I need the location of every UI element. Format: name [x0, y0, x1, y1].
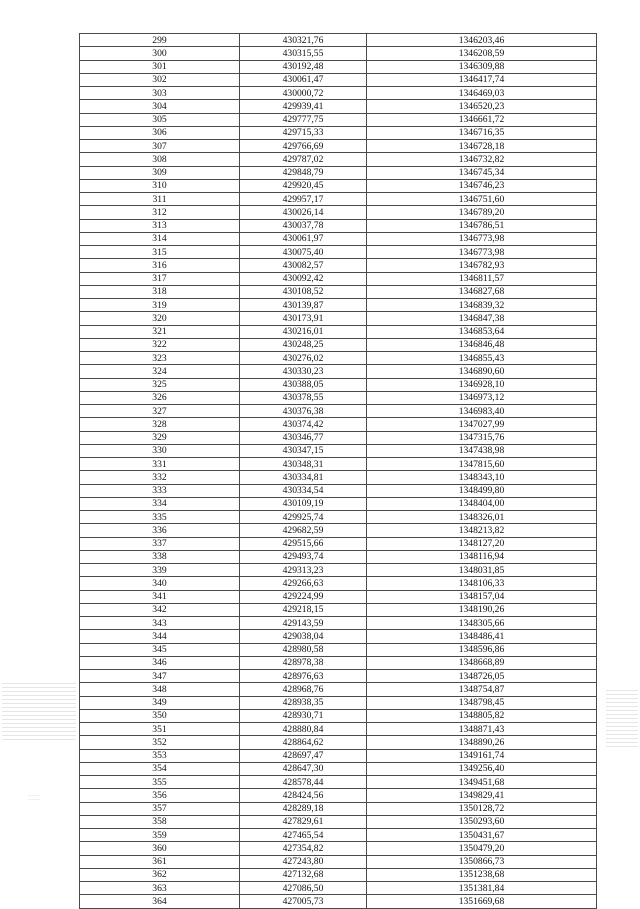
- x-coordinate-cell: 430000,72: [240, 87, 367, 100]
- point-number-cell: 313: [80, 219, 240, 232]
- x-coordinate-cell: 427005,73: [240, 895, 367, 908]
- x-coordinate-cell: 430037,78: [240, 219, 367, 232]
- x-coordinate-cell: 430082,57: [240, 259, 367, 272]
- y-coordinate-cell: 1346847,38: [367, 312, 597, 325]
- y-coordinate-cell: 1348106,33: [367, 577, 597, 590]
- x-coordinate-cell: 428647,30: [240, 762, 367, 775]
- point-number-cell: 358: [80, 815, 240, 828]
- point-number-cell: 363: [80, 882, 240, 895]
- point-number-cell: 340: [80, 577, 240, 590]
- table-row: [80, 683, 597, 696]
- table-row: [80, 882, 597, 895]
- table-row: [80, 259, 597, 272]
- table-row: [80, 87, 597, 100]
- x-coordinate-cell: 430330,23: [240, 365, 367, 378]
- x-coordinate-cell: 430334,54: [240, 484, 367, 497]
- y-coordinate-cell: 1346853,64: [367, 325, 597, 338]
- point-number-cell: 336: [80, 524, 240, 537]
- point-number-cell: 354: [80, 762, 240, 775]
- scan-artifact: [606, 690, 638, 750]
- table-row: [80, 179, 597, 192]
- x-coordinate-cell: 427354,82: [240, 842, 367, 855]
- y-coordinate-cell: 1348726,05: [367, 670, 597, 683]
- y-coordinate-cell: 1346973,12: [367, 391, 597, 404]
- table-row: [80, 34, 597, 47]
- x-coordinate-cell: 429777,75: [240, 113, 367, 126]
- x-coordinate-cell: 430216,01: [240, 325, 367, 338]
- x-coordinate-cell: 430061,47: [240, 73, 367, 86]
- x-coordinate-cell: 427829,61: [240, 815, 367, 828]
- x-coordinate-cell: 427132,68: [240, 868, 367, 881]
- table-row: [80, 564, 597, 577]
- x-coordinate-cell: 428978,38: [240, 656, 367, 669]
- y-coordinate-cell: 1346855,43: [367, 352, 597, 365]
- y-coordinate-cell: 1348190,26: [367, 603, 597, 616]
- point-number-cell: 333: [80, 484, 240, 497]
- x-coordinate-cell: 429682,59: [240, 524, 367, 537]
- table-row: [80, 484, 597, 497]
- x-coordinate-cell: 428289,18: [240, 802, 367, 815]
- table-row: [80, 166, 597, 179]
- table-row: [80, 550, 597, 563]
- point-number-cell: 339: [80, 564, 240, 577]
- x-coordinate-cell: 428976,63: [240, 670, 367, 683]
- x-coordinate-cell: 429957,17: [240, 193, 367, 206]
- table-row: [80, 219, 597, 232]
- table-row: [80, 100, 597, 113]
- x-coordinate-cell: 430348,31: [240, 458, 367, 471]
- point-number-cell: 311: [80, 193, 240, 206]
- x-coordinate-cell: 430026,14: [240, 206, 367, 219]
- x-coordinate-cell: 430374,42: [240, 418, 367, 431]
- point-number-cell: 330: [80, 444, 240, 457]
- y-coordinate-cell: 1346827,68: [367, 285, 597, 298]
- point-number-cell: 353: [80, 749, 240, 762]
- x-coordinate-cell: 428880,84: [240, 723, 367, 736]
- table-row: [80, 709, 597, 722]
- point-number-cell: 308: [80, 153, 240, 166]
- table-row: [80, 285, 597, 298]
- table-row: [80, 776, 597, 789]
- point-number-cell: 346: [80, 656, 240, 669]
- y-coordinate-cell: 1346661,72: [367, 113, 597, 126]
- x-coordinate-cell: 429313,23: [240, 564, 367, 577]
- y-coordinate-cell: 1349451,68: [367, 776, 597, 789]
- x-coordinate-cell: 430276,02: [240, 352, 367, 365]
- point-number-cell: 332: [80, 471, 240, 484]
- y-coordinate-cell: 1347315,76: [367, 431, 597, 444]
- x-coordinate-cell: 430347,15: [240, 444, 367, 457]
- table-row: [80, 789, 597, 802]
- point-number-cell: 305: [80, 113, 240, 126]
- x-coordinate-cell: 430315,55: [240, 47, 367, 60]
- point-number-cell: 318: [80, 285, 240, 298]
- y-coordinate-cell: 1348486,41: [367, 630, 597, 643]
- y-coordinate-cell: 1347438,98: [367, 444, 597, 457]
- y-coordinate-cell: 1349829,41: [367, 789, 597, 802]
- table-row: [80, 630, 597, 643]
- x-coordinate-cell: 429224,99: [240, 590, 367, 603]
- point-number-cell: 328: [80, 418, 240, 431]
- y-coordinate-cell: 1350479,20: [367, 842, 597, 855]
- y-coordinate-cell: 1347815,60: [367, 458, 597, 471]
- x-coordinate-cell: 429266,63: [240, 577, 367, 590]
- y-coordinate-cell: 1350431,67: [367, 829, 597, 842]
- y-coordinate-cell: 1346789,20: [367, 206, 597, 219]
- x-coordinate-cell: 427086,50: [240, 882, 367, 895]
- point-number-cell: 302: [80, 73, 240, 86]
- table-row: [80, 405, 597, 418]
- y-coordinate-cell: 1346417,74: [367, 73, 597, 86]
- x-coordinate-cell: 428864,62: [240, 736, 367, 749]
- table-row: [80, 842, 597, 855]
- point-number-cell: 359: [80, 829, 240, 842]
- coordinates-table: [79, 33, 597, 909]
- y-coordinate-cell: 1346745,34: [367, 166, 597, 179]
- point-number-cell: 321: [80, 325, 240, 338]
- point-number-cell: 312: [80, 206, 240, 219]
- table-row: [80, 855, 597, 868]
- scan-artifact: [2, 683, 76, 743]
- table-row: [80, 113, 597, 126]
- coordinates-table-body: [80, 34, 597, 909]
- point-number-cell: 345: [80, 643, 240, 656]
- table-row: [80, 378, 597, 391]
- point-number-cell: 304: [80, 100, 240, 113]
- table-row: [80, 73, 597, 86]
- y-coordinate-cell: 1349161,74: [367, 749, 597, 762]
- x-coordinate-cell: 428968,76: [240, 683, 367, 696]
- table-row: [80, 365, 597, 378]
- point-number-cell: 315: [80, 246, 240, 259]
- table-row: [80, 299, 597, 312]
- table-row: [80, 418, 597, 431]
- y-coordinate-cell: 1348499,80: [367, 484, 597, 497]
- x-coordinate-cell: 427243,80: [240, 855, 367, 868]
- table-row: [80, 391, 597, 404]
- y-coordinate-cell: 1348596,86: [367, 643, 597, 656]
- x-coordinate-cell: 430108,52: [240, 285, 367, 298]
- table-row: [80, 749, 597, 762]
- x-coordinate-cell: 429218,15: [240, 603, 367, 616]
- table-row: [80, 126, 597, 139]
- y-coordinate-cell: 1348871,43: [367, 723, 597, 736]
- point-number-cell: 326: [80, 391, 240, 404]
- point-number-cell: 303: [80, 87, 240, 100]
- scan-artifact: [28, 795, 40, 800]
- table-row: [80, 524, 597, 537]
- table-row: [80, 802, 597, 815]
- table-row: [80, 497, 597, 510]
- y-coordinate-cell: 1351381,84: [367, 882, 597, 895]
- table-row: [80, 895, 597, 908]
- table-row: [80, 617, 597, 630]
- y-coordinate-cell: 1348890,26: [367, 736, 597, 749]
- y-coordinate-cell: 1346983,40: [367, 405, 597, 418]
- table-row: [80, 193, 597, 206]
- x-coordinate-cell: 430192,48: [240, 60, 367, 73]
- point-number-cell: 350: [80, 709, 240, 722]
- table-row: [80, 670, 597, 683]
- table-row: [80, 829, 597, 842]
- point-number-cell: 325: [80, 378, 240, 391]
- x-coordinate-cell: 430109,19: [240, 497, 367, 510]
- x-coordinate-cell: 429925,74: [240, 511, 367, 524]
- point-number-cell: 348: [80, 683, 240, 696]
- y-coordinate-cell: 1349256,40: [367, 762, 597, 775]
- table-row: [80, 325, 597, 338]
- point-number-cell: 310: [80, 179, 240, 192]
- point-number-cell: 320: [80, 312, 240, 325]
- x-coordinate-cell: 430321,76: [240, 34, 367, 47]
- table-row: [80, 736, 597, 749]
- x-coordinate-cell: 430378,55: [240, 391, 367, 404]
- y-coordinate-cell: 1348213,82: [367, 524, 597, 537]
- y-coordinate-cell: 1346786,51: [367, 219, 597, 232]
- x-coordinate-cell: 430388,05: [240, 378, 367, 391]
- y-coordinate-cell: 1346203,46: [367, 34, 597, 47]
- y-coordinate-cell: 1348116,94: [367, 550, 597, 563]
- y-coordinate-cell: 1348668,89: [367, 656, 597, 669]
- x-coordinate-cell: 429493,74: [240, 550, 367, 563]
- point-number-cell: 352: [80, 736, 240, 749]
- table-row: [80, 458, 597, 471]
- y-coordinate-cell: 1348157,04: [367, 590, 597, 603]
- y-coordinate-cell: 1346728,18: [367, 140, 597, 153]
- table-row: [80, 696, 597, 709]
- y-coordinate-cell: 1346469,03: [367, 87, 597, 100]
- table-row: [80, 272, 597, 285]
- point-number-cell: 337: [80, 537, 240, 550]
- table-row: [80, 603, 597, 616]
- x-coordinate-cell: 429787,02: [240, 153, 367, 166]
- table-row: [80, 723, 597, 736]
- point-number-cell: 314: [80, 232, 240, 245]
- table-row: [80, 643, 597, 656]
- x-coordinate-cell: 429143,59: [240, 617, 367, 630]
- x-coordinate-cell: 429515,66: [240, 537, 367, 550]
- y-coordinate-cell: 1346839,32: [367, 299, 597, 312]
- y-coordinate-cell: 1346846,48: [367, 338, 597, 351]
- table-row: [80, 431, 597, 444]
- x-coordinate-cell: 428697,47: [240, 749, 367, 762]
- point-number-cell: 364: [80, 895, 240, 908]
- x-coordinate-cell: 430061,97: [240, 232, 367, 245]
- table-row: [80, 352, 597, 365]
- x-coordinate-cell: 427465,54: [240, 829, 367, 842]
- point-number-cell: 361: [80, 855, 240, 868]
- x-coordinate-cell: 430092,42: [240, 272, 367, 285]
- y-coordinate-cell: 1348798,45: [367, 696, 597, 709]
- y-coordinate-cell: 1348326,01: [367, 511, 597, 524]
- y-coordinate-cell: 1348754,87: [367, 683, 597, 696]
- table-row: [80, 511, 597, 524]
- x-coordinate-cell: 429038,04: [240, 630, 367, 643]
- point-number-cell: 309: [80, 166, 240, 179]
- y-coordinate-cell: 1348343,10: [367, 471, 597, 484]
- point-number-cell: 301: [80, 60, 240, 73]
- x-coordinate-cell: 428424,56: [240, 789, 367, 802]
- x-coordinate-cell: 429920,45: [240, 179, 367, 192]
- y-coordinate-cell: 1347027,99: [367, 418, 597, 431]
- y-coordinate-cell: 1348305,66: [367, 617, 597, 630]
- point-number-cell: 327: [80, 405, 240, 418]
- x-coordinate-cell: 430248,25: [240, 338, 367, 351]
- point-number-cell: 334: [80, 497, 240, 510]
- point-number-cell: 357: [80, 802, 240, 815]
- y-coordinate-cell: 1348805,82: [367, 709, 597, 722]
- x-coordinate-cell: 430376,38: [240, 405, 367, 418]
- point-number-cell: 319: [80, 299, 240, 312]
- x-coordinate-cell: 429848,79: [240, 166, 367, 179]
- point-number-cell: 323: [80, 352, 240, 365]
- point-number-cell: 362: [80, 868, 240, 881]
- point-number-cell: 347: [80, 670, 240, 683]
- point-number-cell: 349: [80, 696, 240, 709]
- y-coordinate-cell: 1346208,59: [367, 47, 597, 60]
- x-coordinate-cell: 430334,81: [240, 471, 367, 484]
- table-row: [80, 47, 597, 60]
- y-coordinate-cell: 1346773,98: [367, 232, 597, 245]
- point-number-cell: 331: [80, 458, 240, 471]
- y-coordinate-cell: 1346716,35: [367, 126, 597, 139]
- point-number-cell: 307: [80, 140, 240, 153]
- point-number-cell: 355: [80, 776, 240, 789]
- point-number-cell: 341: [80, 590, 240, 603]
- point-number-cell: 338: [80, 550, 240, 563]
- point-number-cell: 351: [80, 723, 240, 736]
- y-coordinate-cell: 1350866,73: [367, 855, 597, 868]
- y-coordinate-cell: 1348404,00: [367, 497, 597, 510]
- y-coordinate-cell: 1348031,85: [367, 564, 597, 577]
- table-row: [80, 537, 597, 550]
- y-coordinate-cell: 1346751,60: [367, 193, 597, 206]
- point-number-cell: 299: [80, 34, 240, 47]
- x-coordinate-cell: 428938,35: [240, 696, 367, 709]
- table-row: [80, 815, 597, 828]
- table-row: [80, 312, 597, 325]
- point-number-cell: 344: [80, 630, 240, 643]
- y-coordinate-cell: 1346732,82: [367, 153, 597, 166]
- table-row: [80, 246, 597, 259]
- table-row: [80, 206, 597, 219]
- point-number-cell: 316: [80, 259, 240, 272]
- y-coordinate-cell: 1346520,23: [367, 100, 597, 113]
- x-coordinate-cell: 429939,41: [240, 100, 367, 113]
- y-coordinate-cell: 1346890,60: [367, 365, 597, 378]
- x-coordinate-cell: 428930,71: [240, 709, 367, 722]
- point-number-cell: 324: [80, 365, 240, 378]
- x-coordinate-cell: 430346,77: [240, 431, 367, 444]
- point-number-cell: 360: [80, 842, 240, 855]
- table-row: [80, 762, 597, 775]
- point-number-cell: 335: [80, 511, 240, 524]
- y-coordinate-cell: 1351238,68: [367, 868, 597, 881]
- x-coordinate-cell: 428980,58: [240, 643, 367, 656]
- table-row: [80, 153, 597, 166]
- y-coordinate-cell: 1351669,68: [367, 895, 597, 908]
- point-number-cell: 306: [80, 126, 240, 139]
- point-number-cell: 322: [80, 338, 240, 351]
- y-coordinate-cell: 1348127,20: [367, 537, 597, 550]
- x-coordinate-cell: 428578,44: [240, 776, 367, 789]
- point-number-cell: 342: [80, 603, 240, 616]
- x-coordinate-cell: 430139,87: [240, 299, 367, 312]
- point-number-cell: 317: [80, 272, 240, 285]
- table-row: [80, 868, 597, 881]
- y-coordinate-cell: 1346811,57: [367, 272, 597, 285]
- x-coordinate-cell: 429766,69: [240, 140, 367, 153]
- table-row: [80, 590, 597, 603]
- x-coordinate-cell: 430075,40: [240, 246, 367, 259]
- table-row: [80, 140, 597, 153]
- table-row: [80, 338, 597, 351]
- point-number-cell: 329: [80, 431, 240, 444]
- table-row: [80, 60, 597, 73]
- y-coordinate-cell: 1350293,60: [367, 815, 597, 828]
- y-coordinate-cell: 1346782,93: [367, 259, 597, 272]
- y-coordinate-cell: 1346928,10: [367, 378, 597, 391]
- table-row: [80, 444, 597, 457]
- table-row: [80, 656, 597, 669]
- table-row: [80, 232, 597, 245]
- point-number-cell: 300: [80, 47, 240, 60]
- x-coordinate-cell: 429715,33: [240, 126, 367, 139]
- point-number-cell: 343: [80, 617, 240, 630]
- y-coordinate-cell: 1346309,88: [367, 60, 597, 73]
- point-number-cell: 356: [80, 789, 240, 802]
- y-coordinate-cell: 1346746,23: [367, 179, 597, 192]
- x-coordinate-cell: 430173,91: [240, 312, 367, 325]
- table-row: [80, 577, 597, 590]
- table-row: [80, 471, 597, 484]
- y-coordinate-cell: 1350128,72: [367, 802, 597, 815]
- y-coordinate-cell: 1346773,98: [367, 246, 597, 259]
